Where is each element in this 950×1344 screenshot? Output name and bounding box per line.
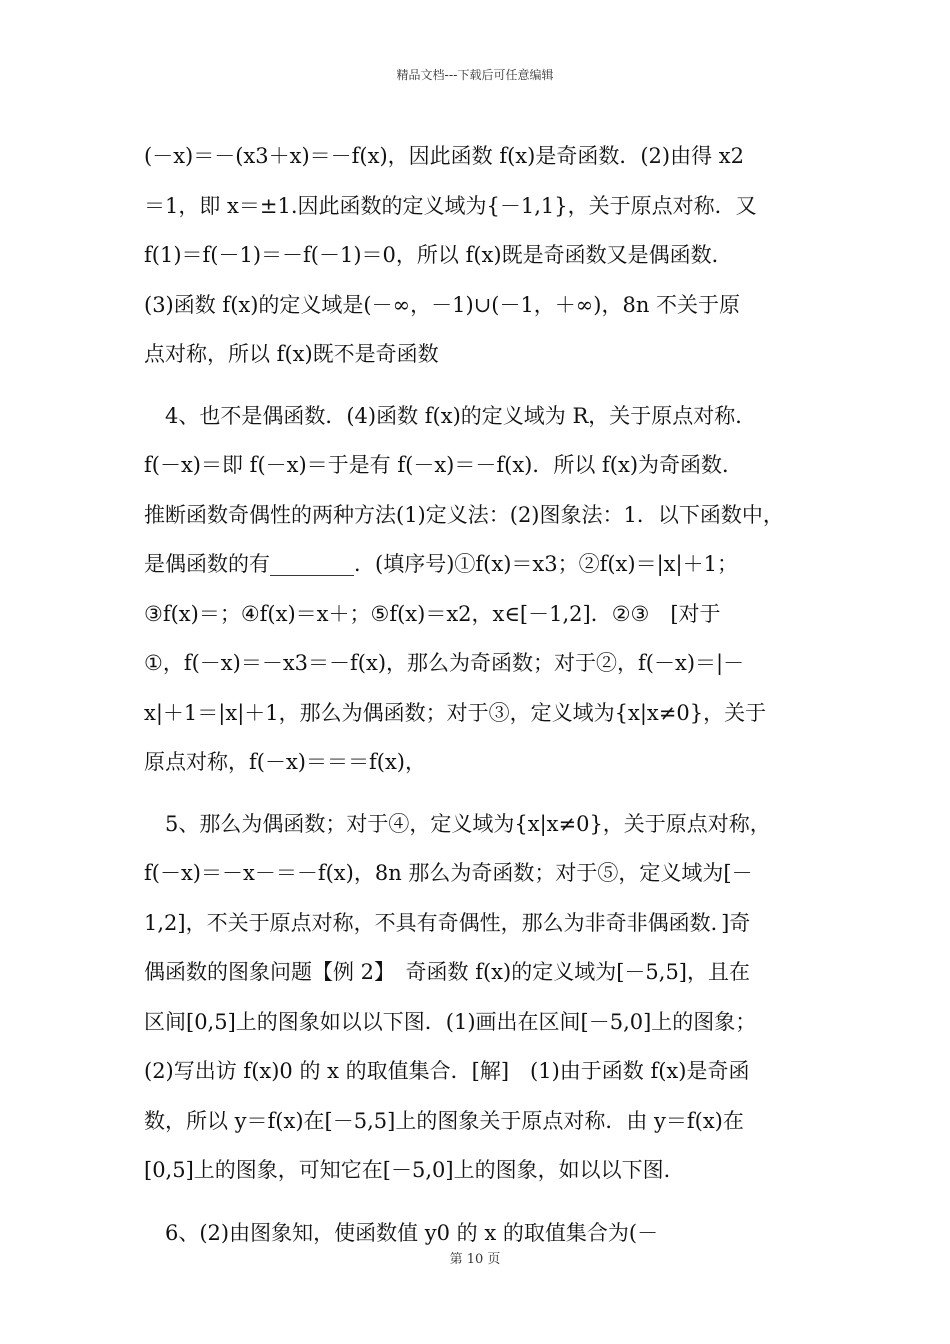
document-body (144, 132, 812, 1258)
paragraph-2 (144, 392, 812, 788)
text-line: 原点对称，f(－x)＝＝＝f(x)， (144, 750, 427, 774)
text-line: 数，所以 y＝f(x)在[－5,5]上的图象关于原点对称．由 y＝f(x)在 (144, 1108, 744, 1133)
paragraph-1 (144, 132, 812, 380)
text-line: 1,2]，不关于原点对称，不具有奇偶性，那么为非奇非偶函数．]奇 (144, 910, 751, 935)
text-line: ①，f(－x)＝－x3＝－f(x)，那么为奇函数；对于②，f(－x)＝|－ (144, 651, 745, 675)
text-line: f(1)＝f(－1)＝－f(－1)＝0，所以 f(x)既是奇函数又是偶函数． (144, 243, 733, 267)
text-line: 点对称，所以 f(x)既不是奇函数 (144, 342, 439, 366)
text-line: (3)函数 f(x)的定义域是(－∞，－1)∪(－1，＋∞)，8n 不关于原 (144, 292, 741, 317)
text-line: 推断函数奇偶性的两种方法(1)定义法：(2)图象法：1．以下函数中， (144, 502, 784, 527)
text-line: ＝1，即 x＝±1.因此函数的定义域为{－1,1}，关于原点对称．又 (144, 193, 757, 218)
page-header: 精品文档---下载后可任意编辑 (396, 68, 554, 82)
page-number: 第 10 页 (449, 1252, 501, 1267)
text-line: 5、那么为偶函数；对于④，定义域为{x|x≠0}，关于原点对称， (144, 811, 771, 836)
text-line: ③f(x)＝；④f(x)＝x＋；⑤f(x)＝x2，x∈[－1,2]．②③ [对于 (144, 601, 721, 626)
text-line: (2)写出访 f(x)0 的 x 的取值集合．[解] (1)由于函数 f(x)是奇函 (144, 1059, 750, 1083)
paragraph-3 (144, 800, 812, 1196)
text-line: f(－x)＝－x－＝－f(x)，8n 那么为奇函数；对于⑤，定义域为[－ (144, 861, 753, 885)
text-line: (－x)＝－(x3＋x)＝－f(x)，因此函数 f(x)是奇函数．(2)由得 x2 (144, 144, 744, 168)
text-line: 区间[0,5]上的图象如以以下图．(1)画出在区间[－5,0]上的图象； (144, 1009, 757, 1034)
text-line: f(－x)＝即 f(－x)＝于是有 f(－x)＝－f(x)．所以 f(x)为奇函数． (144, 453, 744, 477)
text-line: 4、也不是偶函数．(4)函数 f(x)的定义域为 R，关于原点对称． (144, 403, 757, 428)
text-line: 是偶函数的有________．(填序号)①f(x)＝x3；②f(x)＝|x|＋1； (144, 552, 738, 576)
text-line: 6、(2)由图象知，使函数值 y0 的 x 的取值集合为(－ (144, 1220, 659, 1245)
text-line: 偶函数的图象问题【例 2】 奇函数 f(x)的定义域为[－5,5]，且在 (144, 960, 750, 984)
text-line: x|＋1＝|x|＋1，那么为偶函数；对于③，定义域为{x|x≠0}，关于 (144, 700, 767, 725)
text-line: [0,5]上的图象，可知它在[－5,0]上的图象，如以以下图． (144, 1158, 685, 1182)
